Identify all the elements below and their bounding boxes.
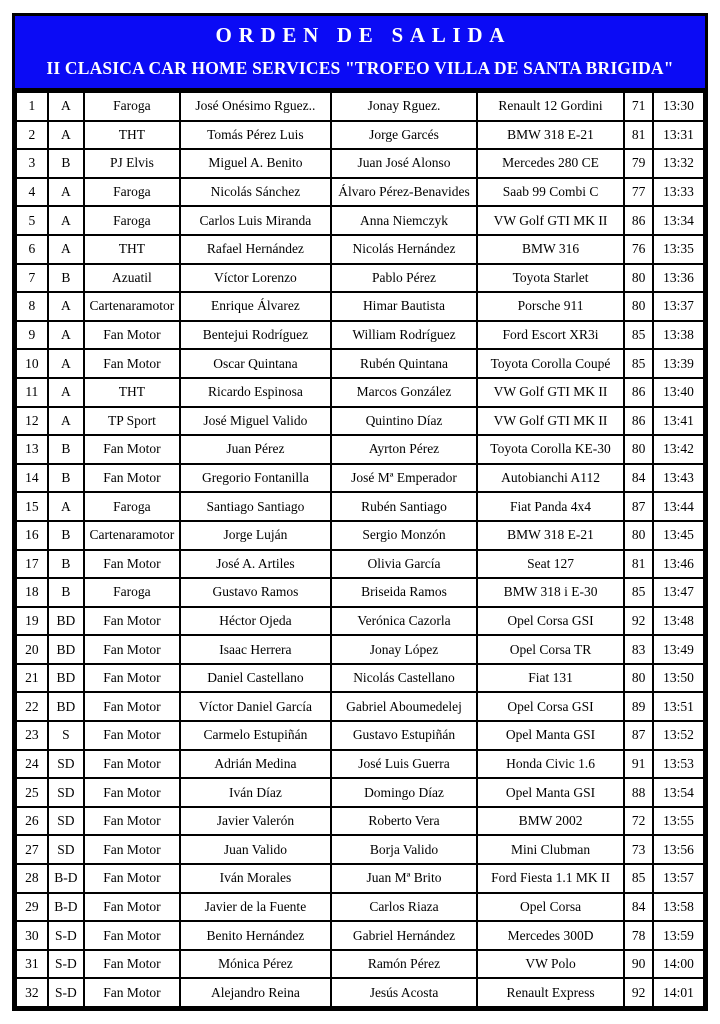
cell-driver: Juan Pérez [180, 435, 331, 464]
cell-pos: 22 [16, 692, 48, 721]
cell-pos: 26 [16, 807, 48, 836]
cell-driver: Benito Hernández [180, 921, 331, 950]
cell-team: Fan Motor [84, 807, 180, 836]
cell-num: 92 [624, 607, 653, 636]
cell-pos: 21 [16, 664, 48, 693]
cell-codriver: Rubén Quintana [331, 349, 477, 378]
cell-num: 80 [624, 664, 653, 693]
cell-class: B-D [48, 893, 84, 922]
cell-team: THT [84, 121, 180, 150]
cell-num: 78 [624, 921, 653, 950]
cell-team: THT [84, 235, 180, 264]
cell-team: Fan Motor [84, 750, 180, 779]
cell-car: Opel Corsa GSI [477, 692, 624, 721]
table-row [16, 750, 704, 779]
cell-time: 13:56 [653, 835, 704, 864]
cell-pos: 29 [16, 893, 48, 922]
cell-pos: 9 [16, 321, 48, 350]
cell-time: 13:48 [653, 607, 704, 636]
cell-pos: 16 [16, 521, 48, 550]
cell-time: 13:50 [653, 664, 704, 693]
cell-codriver: Domingo Díaz [331, 778, 477, 807]
cell-driver: Adrián Medina [180, 750, 331, 779]
cell-class: S-D [48, 950, 84, 979]
cell-class: SD [48, 807, 84, 836]
cell-team: Fan Motor [84, 607, 180, 636]
cell-car: VW Golf GTI MK II [477, 378, 624, 407]
table-row [16, 692, 704, 721]
cell-driver: Oscar Quintana [180, 349, 331, 378]
cell-class: A [48, 292, 84, 321]
cell-codriver: Verónica Cazorla [331, 607, 477, 636]
cell-num: 87 [624, 721, 653, 750]
cell-codriver: Jesús Acosta [331, 978, 477, 1007]
cell-car: Opel Manta GSI [477, 721, 624, 750]
cell-driver: Isaac Herrera [180, 635, 331, 664]
cell-driver: Rafael Hernández [180, 235, 331, 264]
cell-car: BMW 2002 [477, 807, 624, 836]
cell-team: Faroga [84, 578, 180, 607]
cell-car: BMW 318 E-21 [477, 121, 624, 150]
cell-car: Opel Corsa [477, 893, 624, 922]
title-banner [15, 16, 705, 91]
cell-pos: 12 [16, 407, 48, 436]
table-row [16, 721, 704, 750]
cell-driver: Alejandro Reina [180, 978, 331, 1007]
cell-class: B [48, 521, 84, 550]
cell-time: 13:37 [653, 292, 704, 321]
cell-car: Renault Express [477, 978, 624, 1007]
cell-num: 80 [624, 264, 653, 293]
table-row [16, 521, 704, 550]
cell-num: 89 [624, 692, 653, 721]
cell-time: 14:01 [653, 978, 704, 1007]
cell-num: 76 [624, 235, 653, 264]
cell-team: Fan Motor [84, 321, 180, 350]
cell-car: Toyota Starlet [477, 264, 624, 293]
cell-num: 81 [624, 550, 653, 579]
cell-car: Opel Manta GSI [477, 778, 624, 807]
cell-class: B [48, 264, 84, 293]
cell-num: 85 [624, 321, 653, 350]
cell-time: 13:36 [653, 264, 704, 293]
table-row [16, 664, 704, 693]
cell-team: Azuatil [84, 264, 180, 293]
table-row [16, 550, 704, 579]
cell-pos: 3 [16, 149, 48, 178]
cell-pos: 18 [16, 578, 48, 607]
cell-class: BD [48, 692, 84, 721]
cell-codriver: William Rodríguez [331, 321, 477, 350]
cell-num: 81 [624, 121, 653, 150]
cell-car: Mercedes 300D [477, 921, 624, 950]
cell-team: Faroga [84, 92, 180, 121]
cell-class: B [48, 149, 84, 178]
cell-driver: Javier Valerón [180, 807, 331, 836]
cell-team: Fan Motor [84, 435, 180, 464]
cell-class: A [48, 321, 84, 350]
cell-class: SD [48, 778, 84, 807]
cell-time: 13:35 [653, 235, 704, 264]
cell-pos: 1 [16, 92, 48, 121]
table-row [16, 407, 704, 436]
cell-num: 86 [624, 407, 653, 436]
cell-time: 13:59 [653, 921, 704, 950]
cell-time: 13:58 [653, 893, 704, 922]
cell-codriver: Juan José Alonso [331, 149, 477, 178]
cell-time: 13:46 [653, 550, 704, 579]
cell-codriver: José Luis Guerra [331, 750, 477, 779]
table-row [16, 893, 704, 922]
cell-num: 83 [624, 635, 653, 664]
cell-team: Cartenaramotor [84, 521, 180, 550]
cell-team: Fan Motor [84, 835, 180, 864]
cell-pos: 6 [16, 235, 48, 264]
cell-time: 13:34 [653, 206, 704, 235]
cell-car: Toyota Corolla Coupé [477, 349, 624, 378]
cell-codriver: Álvaro Pérez-Benavides [331, 178, 477, 207]
cell-pos: 4 [16, 178, 48, 207]
page-title: ORDEN DE SALIDA [215, 23, 512, 47]
cell-driver: Carlos Luis Miranda [180, 206, 331, 235]
cell-codriver: Carlos Riaza [331, 893, 477, 922]
cell-pos: 23 [16, 721, 48, 750]
cell-pos: 2 [16, 121, 48, 150]
table-row [16, 835, 704, 864]
cell-pos: 13 [16, 435, 48, 464]
cell-num: 86 [624, 206, 653, 235]
table-row [16, 321, 704, 350]
cell-car: Seat 127 [477, 550, 624, 579]
cell-team: Cartenaramotor [84, 292, 180, 321]
cell-team: Fan Motor [84, 921, 180, 950]
table-row [16, 492, 704, 521]
cell-driver: Tomás Pérez Luis [180, 121, 331, 150]
cell-driver: Gustavo Ramos [180, 578, 331, 607]
cell-class: A [48, 407, 84, 436]
cell-pos: 10 [16, 349, 48, 378]
cell-num: 84 [624, 464, 653, 493]
cell-num: 85 [624, 578, 653, 607]
cell-pos: 8 [16, 292, 48, 321]
cell-car: VW Golf GTI MK II [477, 407, 624, 436]
cell-car: Opel Corsa TR [477, 635, 624, 664]
cell-codriver: Olivia García [331, 550, 477, 579]
cell-team: Fan Motor [84, 721, 180, 750]
cell-codriver: Pablo Pérez [331, 264, 477, 293]
cell-time: 13:43 [653, 464, 704, 493]
table-row [16, 149, 704, 178]
cell-driver: Enrique Álvarez [180, 292, 331, 321]
cell-pos: 15 [16, 492, 48, 521]
table-row [16, 607, 704, 636]
table-row [16, 92, 704, 121]
cell-time: 13:49 [653, 635, 704, 664]
table-row [16, 435, 704, 464]
cell-time: 13:51 [653, 692, 704, 721]
cell-car: Honda Civic 1.6 [477, 750, 624, 779]
cell-car: BMW 318 i E-30 [477, 578, 624, 607]
cell-pos: 24 [16, 750, 48, 779]
cell-time: 13:38 [653, 321, 704, 350]
table-row [16, 921, 704, 950]
cell-car: VW Golf GTI MK II [477, 206, 624, 235]
cell-pos: 25 [16, 778, 48, 807]
cell-codriver: Borja Valido [331, 835, 477, 864]
cell-car: Fiat 131 [477, 664, 624, 693]
cell-car: BMW 316 [477, 235, 624, 264]
event-subtitle: II CLASICA CAR HOME SERVICES "TROFEO VILLA DE SANTA BRIGIDA" [46, 58, 674, 78]
cell-time: 13:42 [653, 435, 704, 464]
cell-car: Porsche 911 [477, 292, 624, 321]
cell-car: Toyota Corolla KE-30 [477, 435, 624, 464]
cell-team: Fan Motor [84, 893, 180, 922]
cell-class: B [48, 550, 84, 579]
cell-num: 84 [624, 893, 653, 922]
cell-time: 13:52 [653, 721, 704, 750]
cell-car: Fiat Panda 4x4 [477, 492, 624, 521]
cell-driver: Jorge Luján [180, 521, 331, 550]
cell-driver: Ricardo Espinosa [180, 378, 331, 407]
cell-team: Faroga [84, 492, 180, 521]
cell-num: 92 [624, 978, 653, 1007]
cell-class: S-D [48, 978, 84, 1007]
cell-team: Faroga [84, 206, 180, 235]
cell-codriver: Briseida Ramos [331, 578, 477, 607]
cell-class: B [48, 464, 84, 493]
cell-pos: 28 [16, 864, 48, 893]
cell-driver: Víctor Lorenzo [180, 264, 331, 293]
table-row [16, 178, 704, 207]
cell-class: A [48, 492, 84, 521]
cell-time: 13:39 [653, 349, 704, 378]
cell-driver: Daniel Castellano [180, 664, 331, 693]
cell-pos: 30 [16, 921, 48, 950]
cell-num: 90 [624, 950, 653, 979]
cell-team: Fan Motor [84, 978, 180, 1007]
cell-class: A [48, 349, 84, 378]
cell-num: 80 [624, 292, 653, 321]
cell-class: A [48, 378, 84, 407]
cell-car: Mini Clubman [477, 835, 624, 864]
cell-class: BD [48, 607, 84, 636]
cell-codriver: Gabriel Aboumedelej [331, 692, 477, 721]
cell-num: 87 [624, 492, 653, 521]
cell-num: 86 [624, 378, 653, 407]
cell-car: Renault 12 Gordini [477, 92, 624, 121]
cell-codriver: Ayrton Pérez [331, 435, 477, 464]
cell-driver: Carmelo Estupiñán [180, 721, 331, 750]
cell-num: 71 [624, 92, 653, 121]
cell-pos: 5 [16, 206, 48, 235]
cell-codriver: Jorge Garcés [331, 121, 477, 150]
table-row [16, 264, 704, 293]
cell-driver: José Miguel Valido [180, 407, 331, 436]
cell-time: 13:53 [653, 750, 704, 779]
cell-num: 80 [624, 435, 653, 464]
cell-class: SD [48, 835, 84, 864]
cell-codriver: Rubén Santiago [331, 492, 477, 521]
cell-class: SD [48, 750, 84, 779]
cell-car: VW Polo [477, 950, 624, 979]
cell-time: 13:54 [653, 778, 704, 807]
cell-time: 13:31 [653, 121, 704, 150]
cell-driver: Juan Valido [180, 835, 331, 864]
cell-driver: José Onésimo Rguez.. [180, 92, 331, 121]
cell-class: B [48, 578, 84, 607]
cell-pos: 20 [16, 635, 48, 664]
table-row [16, 235, 704, 264]
cell-driver: José A. Artiles [180, 550, 331, 579]
cell-team: Fan Motor [84, 550, 180, 579]
cell-num: 77 [624, 178, 653, 207]
cell-team: Fan Motor [84, 635, 180, 664]
table-row [16, 635, 704, 664]
cell-codriver: Sergio Monzón [331, 521, 477, 550]
cell-codriver: Anna Niemczyk [331, 206, 477, 235]
cell-time: 13:45 [653, 521, 704, 550]
cell-codriver: Juan Mª Brito [331, 864, 477, 893]
start-order-table-frame [12, 13, 708, 1011]
table-row [16, 978, 704, 1007]
cell-pos: 7 [16, 264, 48, 293]
cell-team: PJ Elvis [84, 149, 180, 178]
cell-car: Opel Corsa GSI [477, 607, 624, 636]
table-row [16, 807, 704, 836]
cell-team: Fan Motor [84, 664, 180, 693]
cell-class: BD [48, 635, 84, 664]
cell-class: A [48, 178, 84, 207]
cell-codriver: Gabriel Hernández [331, 921, 477, 950]
start-order-table-body [16, 92, 704, 1007]
cell-team: Faroga [84, 178, 180, 207]
cell-time: 13:30 [653, 92, 704, 121]
cell-class: S [48, 721, 84, 750]
cell-team: THT [84, 378, 180, 407]
cell-codriver: Nicolás Castellano [331, 664, 477, 693]
cell-time: 13:47 [653, 578, 704, 607]
cell-pos: 32 [16, 978, 48, 1007]
cell-car: Saab 99 Combi C [477, 178, 624, 207]
cell-time: 13:33 [653, 178, 704, 207]
cell-time: 13:44 [653, 492, 704, 521]
cell-class: A [48, 235, 84, 264]
cell-car: BMW 318 E-21 [477, 521, 624, 550]
cell-time: 13:32 [653, 149, 704, 178]
cell-class: B [48, 435, 84, 464]
cell-team: Fan Motor [84, 778, 180, 807]
cell-team: Fan Motor [84, 349, 180, 378]
cell-codriver: Jonay López [331, 635, 477, 664]
cell-pos: 31 [16, 950, 48, 979]
cell-num: 88 [624, 778, 653, 807]
start-order-table [15, 91, 705, 1008]
cell-codriver: Roberto Vera [331, 807, 477, 836]
cell-pos: 14 [16, 464, 48, 493]
cell-class: A [48, 121, 84, 150]
table-row [16, 349, 704, 378]
cell-car: Ford Escort XR3i [477, 321, 624, 350]
cell-time: 14:00 [653, 950, 704, 979]
cell-num: 85 [624, 864, 653, 893]
cell-driver: Víctor Daniel García [180, 692, 331, 721]
cell-driver: Héctor Ojeda [180, 607, 331, 636]
cell-team: Fan Motor [84, 464, 180, 493]
table-row [16, 121, 704, 150]
cell-num: 91 [624, 750, 653, 779]
cell-codriver: Marcos González [331, 378, 477, 407]
cell-driver: Iván Morales [180, 864, 331, 893]
cell-codriver: Jonay Rguez. [331, 92, 477, 121]
cell-class: A [48, 92, 84, 121]
cell-team: Fan Motor [84, 864, 180, 893]
cell-class: B-D [48, 864, 84, 893]
table-row [16, 864, 704, 893]
cell-class: A [48, 206, 84, 235]
cell-class: S-D [48, 921, 84, 950]
cell-codriver: Ramón Pérez [331, 950, 477, 979]
cell-car: Autobianchi A112 [477, 464, 624, 493]
cell-num: 85 [624, 349, 653, 378]
cell-team: TP Sport [84, 407, 180, 436]
table-row [16, 464, 704, 493]
cell-pos: 17 [16, 550, 48, 579]
cell-driver: Nicolás Sánchez [180, 178, 331, 207]
cell-driver: Santiago Santiago [180, 492, 331, 521]
cell-driver: Iván Díaz [180, 778, 331, 807]
cell-codriver: José Mª Emperador [331, 464, 477, 493]
cell-class: BD [48, 664, 84, 693]
cell-num: 72 [624, 807, 653, 836]
cell-team: Fan Motor [84, 692, 180, 721]
cell-pos: 27 [16, 835, 48, 864]
cell-num: 73 [624, 835, 653, 864]
cell-time: 13:41 [653, 407, 704, 436]
cell-pos: 11 [16, 378, 48, 407]
cell-num: 79 [624, 149, 653, 178]
cell-driver: Bentejui Rodríguez [180, 321, 331, 350]
cell-driver: Gregorio Fontanilla [180, 464, 331, 493]
cell-codriver: Himar Bautista [331, 292, 477, 321]
cell-team: Fan Motor [84, 950, 180, 979]
table-row [16, 950, 704, 979]
cell-codriver: Nicolás Hernández [331, 235, 477, 264]
cell-driver: Mónica Pérez [180, 950, 331, 979]
table-row [16, 206, 704, 235]
cell-driver: Javier de la Fuente [180, 893, 331, 922]
cell-time: 13:57 [653, 864, 704, 893]
table-row [16, 778, 704, 807]
cell-codriver: Quintino Díaz [331, 407, 477, 436]
cell-time: 13:55 [653, 807, 704, 836]
table-row [16, 292, 704, 321]
table-row [16, 578, 704, 607]
cell-driver: Miguel A. Benito [180, 149, 331, 178]
cell-car: Mercedes 280 CE [477, 149, 624, 178]
cell-num: 80 [624, 521, 653, 550]
table-row [16, 378, 704, 407]
cell-codriver: Gustavo Estupiñán [331, 721, 477, 750]
cell-time: 13:40 [653, 378, 704, 407]
cell-pos: 19 [16, 607, 48, 636]
cell-car: Ford Fiesta 1.1 MK II [477, 864, 624, 893]
